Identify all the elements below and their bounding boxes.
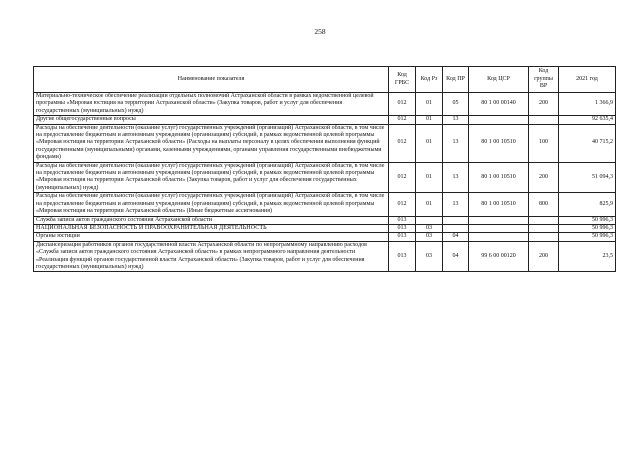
budget-table (33, 66, 616, 272)
row-csr (469, 224, 529, 232)
row-rz: 03 (416, 241, 443, 272)
table-header-row (34, 67, 616, 93)
row-pr: 13 (443, 193, 469, 216)
table-row (34, 233, 616, 241)
row-name: Материально-техническое обеспечение реализации отдельных полномочий Астраханской области в рамках ведомственной целевой программы «Мировая юстиция на территории Астраханской области» (Закупка товаров, работ и услуг для обеспечения государственных (муниципальных) нужд) (34, 93, 389, 116)
row-rz: 03 (416, 233, 443, 241)
row-vr: 800 (529, 193, 559, 216)
row-amount: 51 094,3 (559, 162, 616, 193)
row-vr: 200 (529, 162, 559, 193)
row-grbs: 013 (389, 241, 416, 272)
row-grbs: 012 (389, 116, 416, 124)
row-rz: 03 (416, 224, 443, 232)
row-vr (529, 116, 559, 124)
row-amount: 50 996,3 (559, 216, 616, 224)
row-grbs: 013 (389, 233, 416, 241)
row-csr: 80 1 00 10510 (469, 193, 529, 216)
header-pr: Код ПР (443, 67, 469, 93)
table-row (34, 241, 616, 272)
header-vr: Код группы ВР (529, 67, 559, 93)
header-csr: Код ЦСР (469, 67, 529, 93)
row-amount: 50 996,3 (559, 233, 616, 241)
row-pr: 13 (443, 162, 469, 193)
row-amount: 23,5 (559, 241, 616, 272)
row-grbs: 013 (389, 224, 416, 232)
row-pr: 13 (443, 116, 469, 124)
row-csr (469, 216, 529, 224)
table-row (34, 124, 616, 162)
row-amount: 825,9 (559, 193, 616, 216)
row-pr (443, 224, 469, 232)
row-rz (416, 216, 443, 224)
row-csr (469, 116, 529, 124)
row-csr: 80 1 00 10510 (469, 162, 529, 193)
row-amount: 1 366,9 (559, 93, 616, 116)
row-pr: 04 (443, 241, 469, 272)
table-row (34, 116, 616, 124)
row-rz: 01 (416, 93, 443, 116)
header-grbs: Код ГРБС (389, 67, 416, 93)
table-row (34, 216, 616, 224)
row-pr: 04 (443, 233, 469, 241)
table-row (34, 224, 616, 232)
row-pr (443, 216, 469, 224)
row-vr: 100 (529, 124, 559, 162)
row-vr (529, 216, 559, 224)
row-grbs: 012 (389, 93, 416, 116)
row-grbs: 013 (389, 216, 416, 224)
row-csr: 99 6 00 00120 (469, 241, 529, 272)
row-name: Служба записи актов гражданского состояния Астраханской области (34, 216, 389, 224)
row-vr: 200 (529, 241, 559, 272)
table-row (34, 193, 616, 216)
row-name: НАЦИОНАЛЬНАЯ БЕЗОПАСНОСТЬ И ПРАВООХРАНИТЕЛЬНАЯ ДЕЯТЕЛЬНОСТЬ (34, 224, 389, 232)
row-grbs: 012 (389, 124, 416, 162)
table-row (34, 93, 616, 116)
row-pr: 13 (443, 124, 469, 162)
row-amount: 50 996,3 (559, 224, 616, 232)
row-name: Другие общегосударственные вопросы (34, 116, 389, 124)
row-name: Расходы на обеспечение деятельности (оказание услуг) государственных учреждений (организаций) Астраханской области, в том числе на предоставление бюджетным и автономным учреждениям (организациям) субсидий, в рамках ведомственной целевой программы «Мировая юстиция на территории Астраханской области» (Иные бюджетные ассигнования) (34, 193, 389, 216)
row-rz: 01 (416, 162, 443, 193)
header-year: 2021 год (559, 67, 616, 93)
row-grbs: 012 (389, 193, 416, 216)
row-vr (529, 233, 559, 241)
row-csr (469, 233, 529, 241)
header-name: Наименование показателя (34, 67, 389, 93)
row-name: Расходы на обеспечение деятельности (оказание услуг) государственных учреждений (организаций) Астраханской области, в том числе на предоставление бюджетным и автономным учреждениям (организациям) субсидий, в рамках ведомственной целевой программы «Мировая юстиция на территории Астраханской области» (Закупка товаров, работ и услуг для обеспечения государственных (муниципальных) нужд) (34, 162, 389, 193)
row-name: Диспансеризация работников органов государственной власти Астраханской области по непрограммному направлению расходов «Служба записи актов гражданского состояния Астраханской области» в рамках непрограммного направления деятельности «Реализация функций органов государственной власти Астраханской области» (Закупка товаров, работ и услуг для обеспечения государственных (муниципальных) нужд) (34, 241, 389, 272)
row-rz: 01 (416, 193, 443, 216)
row-csr: 80 1 00 00140 (469, 93, 529, 116)
row-amount: 40 715,2 (559, 124, 616, 162)
row-name: Органы юстиции (34, 233, 389, 241)
row-vr: 200 (529, 93, 559, 116)
row-vr (529, 224, 559, 232)
row-amount: 92 635,4 (559, 116, 616, 124)
page-number: 258 (314, 27, 326, 36)
row-name: Расходы на обеспечение деятельности (оказание услуг) государственных учреждений (организаций) Астраханской области, в том числе на предоставление бюджетным и автономным учреждениям (организациям) субсидий, в рамках ведомственной целевой программы «Мировая юстиция на территории Астраханской области» (Расходы на выплаты персоналу в целях обеспечения выполнения функций государственными (муниципальными) органами, казенными учреждениями, органами управления государственными внебюджетными фондами) (34, 124, 389, 162)
row-grbs: 012 (389, 162, 416, 193)
row-csr: 80 1 00 10510 (469, 124, 529, 162)
row-pr: 05 (443, 93, 469, 116)
table-row (34, 162, 616, 193)
row-rz: 01 (416, 124, 443, 162)
header-rz: Код Рз (416, 67, 443, 93)
row-rz: 01 (416, 116, 443, 124)
